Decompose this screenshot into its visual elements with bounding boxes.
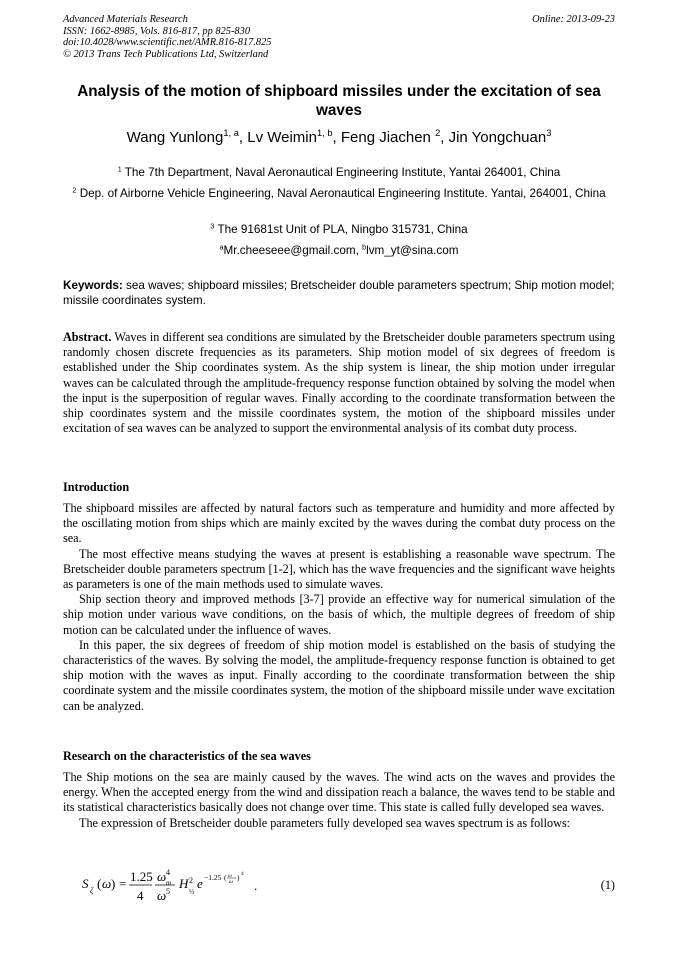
paragraph: The most effective means studying the waves at present is establishing a reasonable wave spectrum. The Bretscheider double parameters spectrum [1-2], which has the wave frequencies and the significant wave heights as parameters is one of the main methods used to simulate waves.	[63, 546, 615, 592]
eq-exp-paren-open: (	[224, 873, 227, 882]
introduction-body	[63, 501, 615, 714]
eq-paren-open: (	[97, 876, 102, 891]
author-name: Wang Yunlong	[126, 129, 224, 146]
author-sup: 1, b	[316, 128, 333, 139]
doi-line: doi:10.4028/www.scientific.net/AMR.816-817.825	[63, 37, 272, 49]
eq-sub-third: ⅓	[189, 888, 195, 896]
equation-1	[80, 864, 615, 914]
copyright-line: © 2013 Trans Tech Publications Ltd, Switzerland	[63, 48, 269, 60]
author-name: Feng Jiachen	[340, 129, 436, 146]
affiliation-text: The 91681st Unit of PLA, Ningbo 315731, China	[214, 223, 468, 236]
affiliation-sup: 3	[210, 221, 215, 231]
keywords	[63, 278, 615, 308]
eq-exp-paren-close: )	[237, 873, 240, 882]
email-sup: b	[362, 242, 367, 252]
equation-number: (1)	[600, 878, 615, 892]
affiliation-3	[60, 222, 618, 237]
eq-zeta: ζ	[90, 886, 94, 895]
journal-header	[63, 14, 615, 60]
equation-formula	[80, 864, 280, 914]
email-sup: a	[219, 242, 224, 252]
paragraph: The shipboard missiles are affected by natural factors such as temperature and humidity and more affected by the oscillating motion from ships which are mainly excited by the waves during the combat duty process on the sea.	[63, 501, 615, 546]
author-list: Wang Yunlong$^{1, a}$, Lv Weimin$^{1, b}$, Feng Jiachen $^2$, Jin Yongchuan$^3$	[126, 128, 552, 146]
paper-title: Analysis of the motion of shipboard missiles under the excitation of sea waves	[77, 83, 601, 119]
eq-pow2: 2	[189, 876, 193, 885]
affiliation-text: Dep. of Airborne Vehicle Engineering, Naval Aeronautical Engineering Institute. Yantai, 264001, China	[76, 187, 606, 200]
section-heading-waves: Research on the characteristics of the sea waves	[63, 749, 311, 763]
eq-sub-m: m	[166, 879, 172, 887]
eq-coef: 1.25	[130, 869, 153, 884]
online-date: Online: 2013-09-23	[532, 14, 615, 25]
abstract-text: Waves in different sea conditions are simulated by the Bretscheider double parameters spectrum using randomly chosen discrete frequencies as its parameters. Ship motion model of six degrees of freedom is established under the Ship coordinates system. As the ship system is linear, the ship motion under irregular waves can be calculated through the amplitude-frequency response function obtained by solving the model when the input is the superposition of regular waves. Finally according to the coordinate transformation between the ship coordinates system and the missile coordinates system, the motion of the shipboard missiles under excitation of sea waves can be analyzed to support the environmental analysis of its combat duty process.	[63, 330, 615, 436]
eq-exp-pow4: 4	[241, 871, 244, 877]
eq-H: H	[179, 876, 189, 891]
eq-omega-den: ω	[157, 888, 167, 903]
eq-S: S	[82, 876, 89, 891]
affiliation-2	[56, 186, 622, 201]
section2-body	[63, 770, 615, 831]
email-line: $^a$Mr.cheeseee@gmail.com, $^b$lvm_yt@sina.com	[219, 242, 459, 257]
paragraph: The expression of Bretscheider double parameters fully developed sea waves spectrum is as follows:	[79, 815, 571, 830]
author-sup: 2	[435, 128, 441, 139]
keywords-text: sea waves; shipboard missiles; Bretscheider double parameters spectrum; Ship motion model; missile coordinates system.	[63, 279, 615, 307]
eq-e: e	[197, 876, 203, 891]
paragraph: In this paper, the six degrees of freedom of ship motion model is established on the basis of studying the characteristics of the waves. By solving the model, the amplitude-frequency response function is obtained to get ship motion with the waves as input. Finally according to the coordinate transformation between the ship coordinate system and the missile coordinates system, the motion of the shipboard missile under wave excitation can be analyzed.	[63, 637, 615, 713]
author-sup: 3	[546, 128, 552, 139]
affiliation-sup: 2	[72, 185, 77, 195]
eq-exp-num: ω	[228, 873, 232, 879]
author-sup: 1, a	[223, 128, 239, 139]
eq-paren-close: )	[111, 876, 116, 891]
eq-exp-coef: −1.25	[204, 873, 222, 882]
eq-equals: =	[119, 876, 127, 891]
email-address[interactable]: lvm_yt@sina.com	[366, 244, 459, 257]
author-name: Lv Weimin	[247, 129, 317, 146]
author-name: Jin Yongchuan	[448, 129, 547, 146]
affiliation-sup: 1	[117, 164, 122, 174]
eq-four: 4	[137, 888, 144, 903]
section-heading-introduction: Introduction	[63, 480, 130, 494]
affiliation-text: The 7th Department, Naval Aeronautical Engineering Institute, Yantai 264001, China	[121, 166, 561, 179]
keywords-label: Keywords:	[63, 279, 123, 292]
abstract-label: Abstract.	[63, 330, 112, 344]
journal-name: Advanced Materials Research	[63, 14, 188, 25]
paragraph: Ship section theory and improved methods [3-7] provide an effective way for numerical simulation of the ship motion under various wave conditions, on the basis of which, the multiple degrees of freedom of ship motion can be calculated under the influence of waves.	[63, 592, 615, 637]
eq-dot: .	[254, 878, 258, 893]
eq-omega: ω	[102, 876, 112, 891]
eq-exp-den: ω	[229, 879, 233, 885]
issn-line: ISSN: 1662-8985, Vols. 816-817, pp 825-830	[63, 25, 251, 37]
abstract	[63, 330, 615, 436]
affiliation-1	[60, 165, 618, 180]
eq-pow4: 4	[166, 868, 170, 877]
eq-omega-m: ω	[157, 869, 167, 884]
eq-pow5: 5	[166, 887, 170, 896]
paragraph: The Ship motions on the sea are mainly caused by the waves. The wind acts on the waves and provides the energy. When the accepted energy from the wind and dissipation reach a balance, the waves tend to be stable and its statistical characteristics basically does not change over time. This state is called fully developed sea waves.	[63, 770, 615, 815]
email-address[interactable]: Mr.cheeseee@gmail.com	[223, 244, 356, 257]
